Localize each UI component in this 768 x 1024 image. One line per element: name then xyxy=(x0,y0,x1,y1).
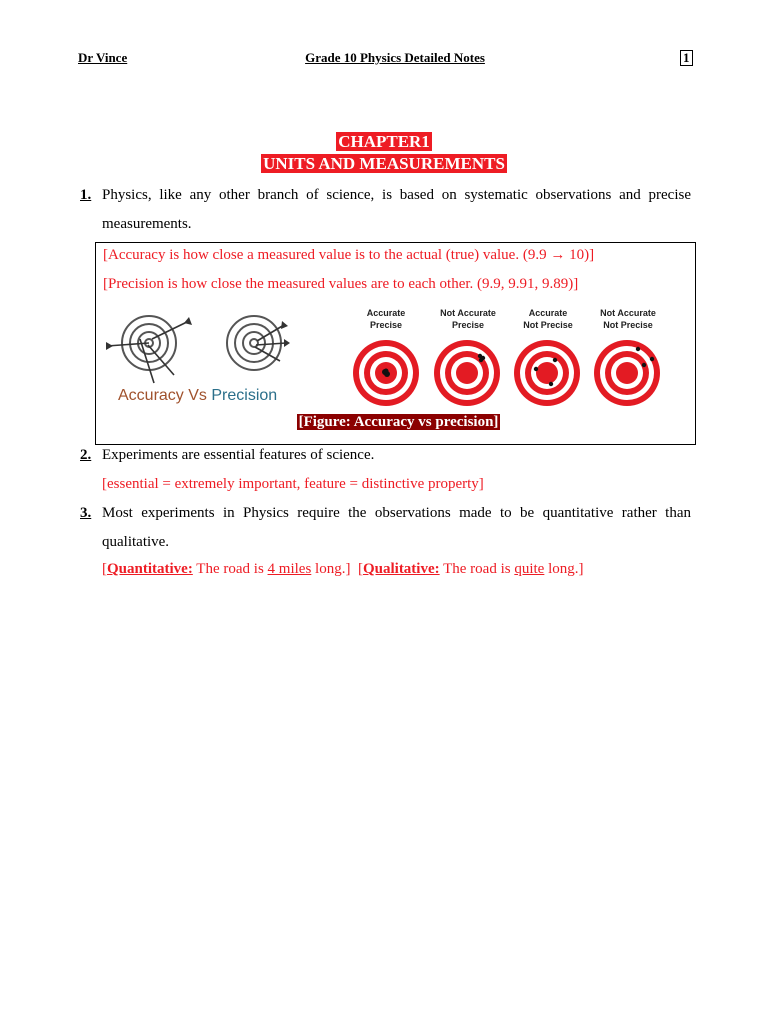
item-3-text: Most experiments in Physics require the observations made to be quantitative rather than qualitative. xyxy=(102,505,691,550)
item-3 xyxy=(80,499,691,557)
item-1 xyxy=(80,181,691,239)
accuracy-vs-precision-illustration xyxy=(104,313,294,385)
target-label-1: Accurate Precise xyxy=(366,308,406,330)
target-label-2: Not Accurate Precise xyxy=(440,308,496,330)
page-number: 1 xyxy=(680,50,693,66)
item-2-number: 2. xyxy=(80,447,92,463)
quantitative-label: Quantitative: xyxy=(107,561,193,577)
item-2-note: [essential = extremely important, feature = distinctive property] xyxy=(102,476,484,492)
header-author: Dr Vince xyxy=(78,50,128,65)
target-label-4: Not Accurate Not Precise xyxy=(600,308,656,330)
accuracy-vs-precision-logo-text: Accuracy Vs Precision xyxy=(118,387,278,404)
chapter-number: CHAPTER1 xyxy=(338,132,430,151)
item-1-number: 1. xyxy=(80,187,92,203)
item-3-note: [Quantitative: The road is 4 miles long.] [Qualitative: The road is quite long.] xyxy=(102,561,584,577)
item-2 xyxy=(80,441,691,470)
target-not-accurate-precise xyxy=(432,338,502,408)
target-accurate-not-precise xyxy=(512,338,582,408)
target-label-3: Accurate Not Precise xyxy=(523,308,573,330)
definition-figure-box xyxy=(95,242,696,445)
target-accurate-precise xyxy=(351,338,421,408)
chapter-title: UNITS AND MEASUREMENTS xyxy=(263,154,505,173)
figure-caption: [Figure: Accuracy vs precision] xyxy=(298,414,499,430)
target-not-accurate-not-precise xyxy=(592,338,662,408)
accuracy-definition: [Accuracy is how close a measured value is to the actual (true) value. (9.9 → 10)] xyxy=(103,247,595,263)
qualitative-label: Qualitative: xyxy=(362,561,440,577)
item-1-text: Physics, like any other branch of science, is based on systematic observations and precise measurements. xyxy=(102,187,691,232)
item-3-number: 3. xyxy=(80,505,92,521)
item-2-text: Experiments are essential features of science. xyxy=(102,447,375,463)
header-title: Grade 10 Physics Detailed Notes xyxy=(305,50,485,65)
precision-definition: [Precision is how close the measured values are to each other. (9.9, 9.91, 9.89)] xyxy=(103,276,579,292)
